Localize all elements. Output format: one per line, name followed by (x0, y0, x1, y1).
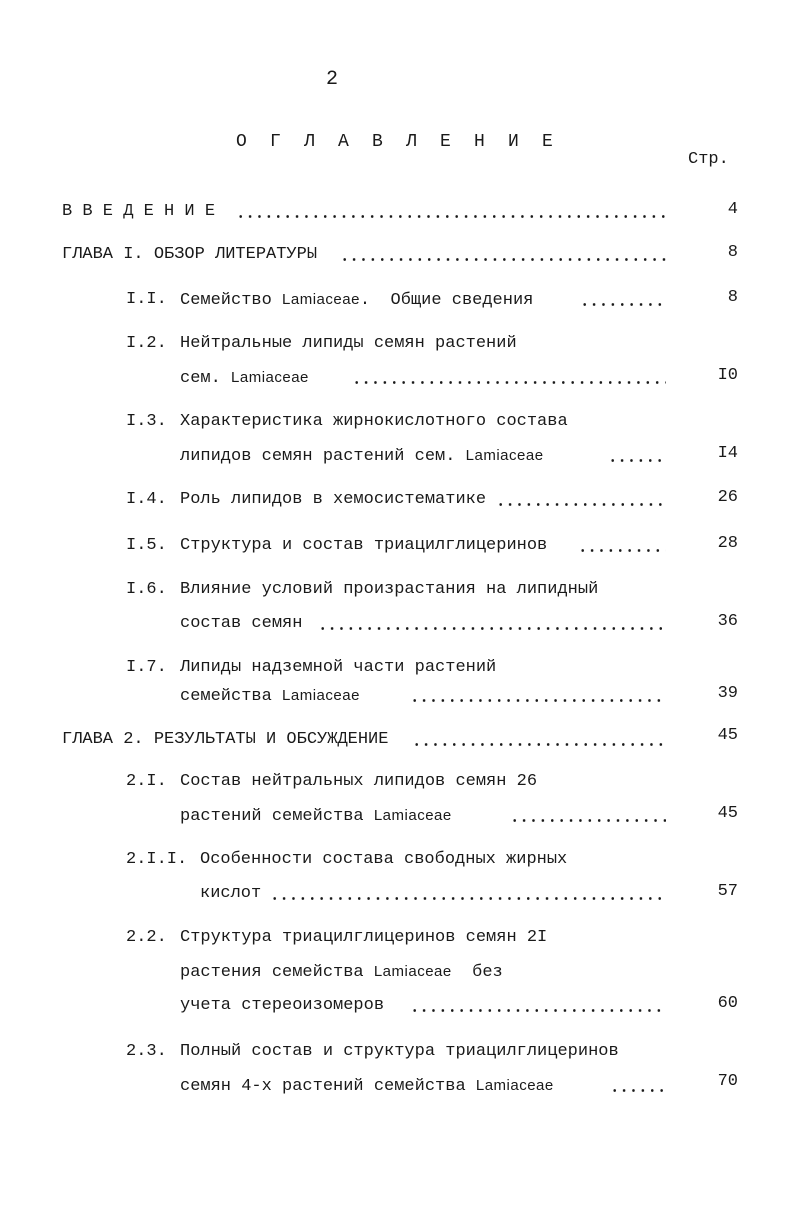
toc-title: О Г Л А В Л Е Н И Е (236, 132, 560, 152)
entry-title: Семейство Lamiaceae. Общие сведения (180, 291, 534, 310)
entry-title-line-3: учета стереоизомеров (180, 996, 385, 1015)
latin-family-name: Lamiaceae (282, 291, 360, 308)
entry-number: 2.2. (126, 928, 167, 947)
entry-title-line-2: липидов семян растений сем. Lamiaceae (180, 447, 544, 466)
entry-title: Структура и состав триацилглицеринов (180, 536, 548, 555)
leader-dots (410, 686, 666, 706)
leader-dots (496, 490, 666, 510)
leader-dots (412, 730, 666, 750)
entry-title: ГЛАВА I. ОБЗОР ЛИТЕРАТУРЫ (62, 245, 318, 264)
leader-dots (608, 446, 666, 466)
entry-number: 2.I.I. (126, 850, 188, 869)
entry-page: 57 (717, 882, 738, 901)
entry-number: I.7. (126, 658, 167, 677)
latin-family-name: Lamiaceae (231, 369, 309, 386)
latin-family-name: Lamiaceae (465, 447, 544, 464)
leader-dots (610, 1076, 666, 1096)
entry-title-line-1: Нейтральные липиды семян растений (180, 334, 517, 353)
entry-title-line-2: семейства Lamiaceae (180, 687, 360, 706)
entry-page: 26 (717, 488, 738, 507)
leader-dots (578, 536, 666, 556)
entry-title: В В Е Д Е Н И Е (62, 202, 216, 221)
entry-number: I.5. (126, 536, 167, 555)
entry-page: I0 (717, 366, 738, 385)
leader-dots (318, 614, 666, 634)
entry-number: 2.I. (126, 772, 167, 791)
entry-title: Роль липидов в хемосистематике (180, 490, 487, 509)
entry-title-line-1: Полный состав и структура триацилглицеринов (180, 1042, 619, 1061)
entry-page: 36 (717, 612, 738, 631)
entry-page: 28 (717, 534, 738, 553)
entry-title-line-1: Липиды надземной части растений (180, 658, 497, 677)
entry-number: I.2. (126, 334, 167, 353)
entry-title-line-2: сем. Lamiaceae (180, 369, 309, 388)
leader-dots (340, 245, 666, 265)
page-number: 2 (326, 68, 339, 91)
entry-title-line-2: состав семян (180, 614, 303, 633)
leader-dots (270, 884, 666, 904)
entry-title-line-1: Характеристика жирнокислотного состава (180, 412, 568, 431)
entry-title-line-2: растения семейства Lamiaceae без (180, 963, 503, 982)
entry-title-line-1: Особенности состава свободных жирных (200, 850, 568, 869)
entry-number: I.6. (126, 580, 167, 599)
entry-title-line-1: Влияние условий произрастания на липидный (180, 580, 599, 599)
entry-page: 45 (717, 804, 738, 823)
entry-title-line-2: кислот (200, 884, 262, 903)
entry-number: I.I. (126, 290, 167, 309)
leader-dots (352, 368, 666, 388)
entry-title: ГЛАВА 2. РЕЗУЛЬТАТЫ И ОБСУЖДЕНИЕ (62, 730, 389, 749)
leader-dots (236, 202, 666, 222)
entry-number: I.4. (126, 490, 167, 509)
entry-page: 4 (727, 200, 738, 219)
leader-dots (410, 996, 666, 1016)
entry-page: 70 (717, 1072, 738, 1091)
entry-page: 60 (717, 994, 738, 1013)
entry-page: 8 (727, 243, 738, 262)
entry-title-line-1: Структура триацилглицеринов семян 2I (180, 928, 548, 947)
entry-page: I4 (717, 444, 738, 463)
latin-family-name: Lamiaceae (373, 807, 452, 824)
entry-title-line-1: Состав нейтральных липидов семян 26 (180, 772, 538, 791)
entry-page: 45 (717, 726, 738, 745)
latin-family-name: Lamiaceae (373, 963, 452, 980)
page-column-header: Стр. (688, 150, 729, 169)
latin-family-name: Lamiaceae (475, 1077, 554, 1094)
entry-page: 39 (717, 684, 738, 703)
latin-family-name: Lamiaceae (282, 687, 360, 704)
entry-number: 2.3. (126, 1042, 167, 1061)
entry-title-line-2: семян 4-х растений семейства Lamiaceae (180, 1077, 554, 1096)
entry-title-line-2: растений семейства Lamiaceae (180, 807, 452, 826)
leader-dots (510, 806, 666, 826)
leader-dots (580, 290, 666, 310)
entry-page: 8 (727, 288, 738, 307)
entry-number: I.3. (126, 412, 167, 431)
